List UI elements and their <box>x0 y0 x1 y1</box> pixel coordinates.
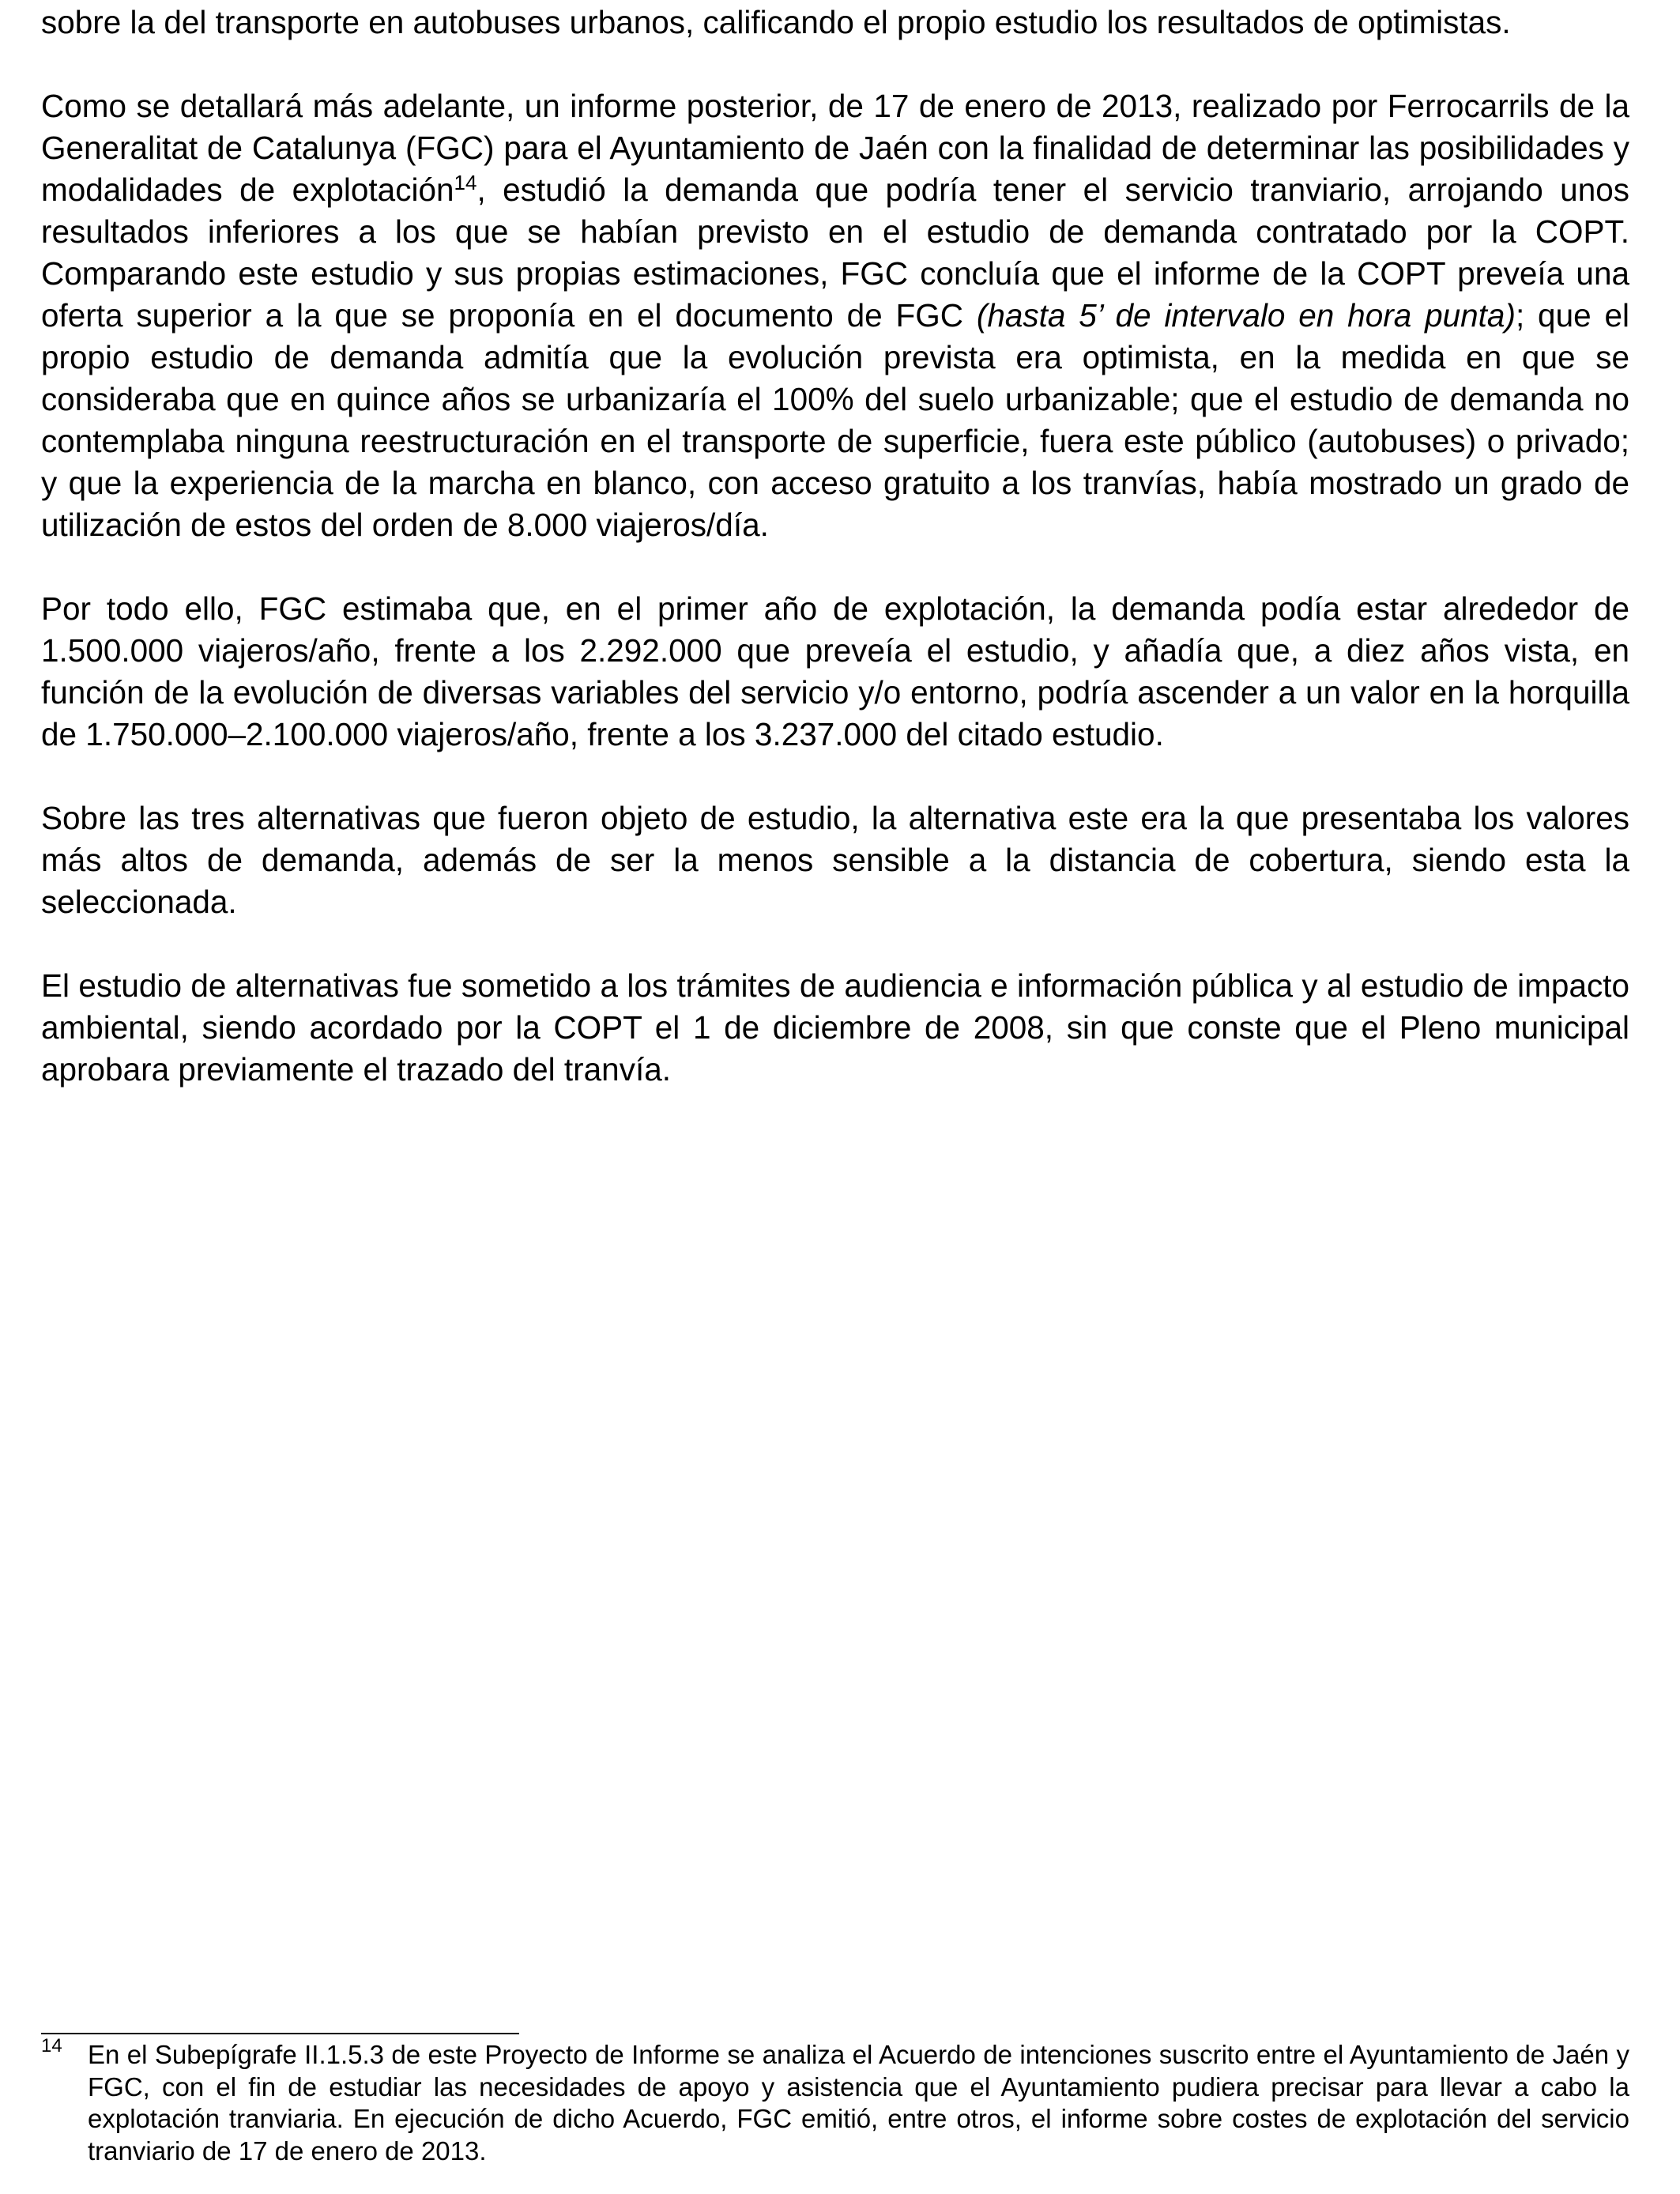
paragraph-5 <box>41 965 1629 1091</box>
paragraph-2 <box>41 85 1629 546</box>
paragraph-3 <box>41 588 1629 756</box>
paragraph-2-text-b: , estudió la demanda que podría tener el servicio tranviario, arrojando unos resultados inferiores a los que se habían previsto en el estudio de demanda contratado por la COPT. Comparando este estudio y sus propias estimaciones, FGC concluía que el informe de la COPT preveía una oferta superior a la que se proponía en el documento de FGC <box>41 172 1629 334</box>
body-text <box>41 2 1629 1133</box>
paragraph-5-text: El estudio de alternativas fue sometido a los trámites de audiencia e información pública y al estudio de impacto ambiental, siendo acordado por la COPT el 1 de diciembre de 2008, sin que conste que el Pleno municipal aprobara previamente el trazado del tranvía. <box>41 967 1629 1088</box>
paragraph-4-text: Sobre las tres alternativas que fueron objeto de estudio, la alternativa este era la que presentaba los valores más altos de demanda, además de ser la menos sensible a la distancia de cobertura, siendo esta la seleccionada. <box>41 800 1629 920</box>
footnote <box>41 2035 1629 2167</box>
footnote-text: En el Subepígrafe II.1.5.3 de este Proyecto de Informe se analiza el Acuerdo de intenciones suscrito entre el Ayuntamiento de Jaén y FGC, con el fin de estudiar las necesidades de apoyo y asistencia que el Ayuntamiento pudiera precisar para llevar a cabo la explotación tranviaria. En ejecución de dicho Acuerdo, FGC emitió, entre otros, el informe sobre costes de explotación del servicio tranviario de 17 de enero de 2013. <box>88 2040 1629 2166</box>
paragraph-3-text: Por todo ello, FGC estimaba que, en el primer año de explotación, la demanda podía estar alrededor de 1.500.000 viajeros/año, frente a los 2.292.000 que preveía el estudio, y añadía que, a diez años vista, en función de la evolución de diversas variables del servicio y/o entorno, podría ascender a un valor en la horquilla de 1.750.000–2.100.000 viajeros/año, frente a los 3.237.000 del citado estudio. <box>41 590 1629 752</box>
footnote-number: 14 <box>41 2035 62 2056</box>
paragraph-1-text: sobre la del transporte en autobuses urbanos, calificando el propio estudio los resultados de optimistas. <box>41 4 1511 40</box>
footnote-reference: 14 <box>454 171 477 194</box>
paragraph-2-text-a: Como se detallará más adelante, un informe posterior, de 17 de enero de 2013, realizado por Ferrocarrils de la Generalitat de Catalunya (FGC) para el Ayuntamiento de Jaén con la finalidad de determinar las posibilidades y modalidades de explotación <box>41 88 1629 208</box>
document-page <box>41 0 1629 2194</box>
footnote-separator <box>41 2033 519 2034</box>
paragraph-2-italic: (hasta 5’ de intervalo en hora punta) <box>976 297 1516 334</box>
paragraph-2-text-c: ; que el propio estudio de demanda admitía que la evolución prevista era optimista, en la medida en que se consideraba que en quince años se urbanizaría el 100% del suelo urbanizable; que el estudio de demanda no contemplaba ninguna reestructuración en el transporte de superficie, fuera este público (autobuses) o privado; y que la experiencia de la marcha en blanco, con acceso gratuito a los tranvías, había mostrado un grado de utilización de estos del orden de 8.000 viajeros/día. <box>41 297 1629 543</box>
paragraph-1 <box>41 2 1629 43</box>
paragraph-4 <box>41 797 1629 923</box>
